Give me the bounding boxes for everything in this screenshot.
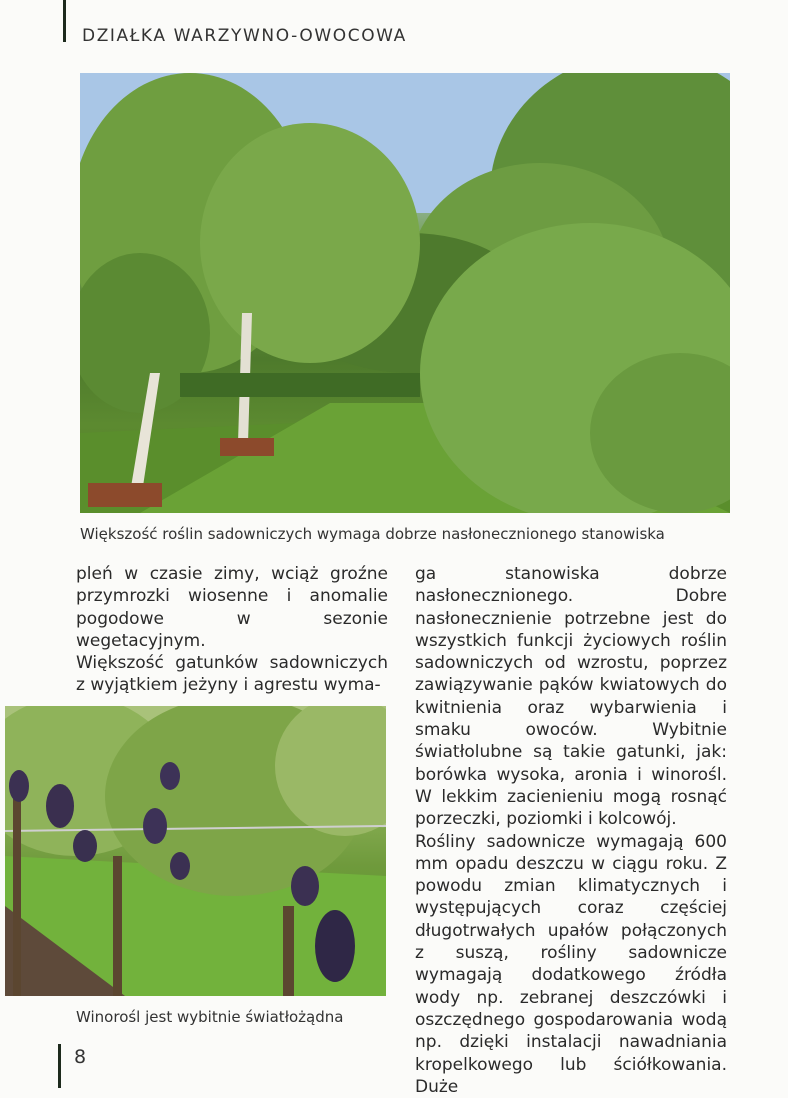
paragraph: Rośliny sadownicze wymagają 600 mm opadu deszczu w ciągu roku. Z powodu zmian klimatycznych i występujących coraz częściej długotrwałych upałów połączonych z suszą, rośliny sadownicze wymagają dodatkowego źródła wody np. zebranej deszczówki i oszczędnego gospodarowania wodą np. dzięki instalacji nawadniania kropelkowego lub ściółkowania. Duże — [415, 831, 727, 1097]
left-text-column — [76, 563, 388, 697]
paragraph: ga stanowiska dobrze nasłonecznionego. Dobre nasłonecznienie potrzebne jest do wszystkich funkcji życiowych roślin sadowniczych od wzrostu, poprzez zawiązywanie pąków kwiatowych do kwitnienia oraz wybarwienia i smaku owoców. Wybitnie światłolubne są takie gatunki, jak: borówka wysoka, aronia i winorośl. W lekkim zacienieniu mogą rosnąć porzeczki, poziomki i kolcowój. — [415, 564, 727, 830]
grapevine-caption: Winorośl jest wybitnie światłożądna — [76, 1008, 344, 1026]
section-header: DZIAŁKA WARZYWNO-OWOCOWA — [82, 26, 407, 46]
paragraph: Większość gatunków sadowniczych z wyjątkiem jeżyny i agrestu wyma- — [76, 653, 388, 696]
right-text-column — [415, 563, 727, 1098]
grapevine-photo — [5, 706, 386, 996]
paragraph: pleń w czasie zimy, wciąż groźne przymrozki wiosenne i anomalie pogodowe w sezonie wegetacyjnym. — [76, 564, 388, 651]
header-rule — [63, 0, 66, 42]
orchard-photo — [80, 73, 730, 513]
orchard-caption: Większość roślin sadowniczych wymaga dobrze nasłonecznionego stanowiska — [80, 525, 665, 543]
page-number: 8 — [74, 1046, 87, 1068]
footer-rule — [58, 1044, 61, 1088]
